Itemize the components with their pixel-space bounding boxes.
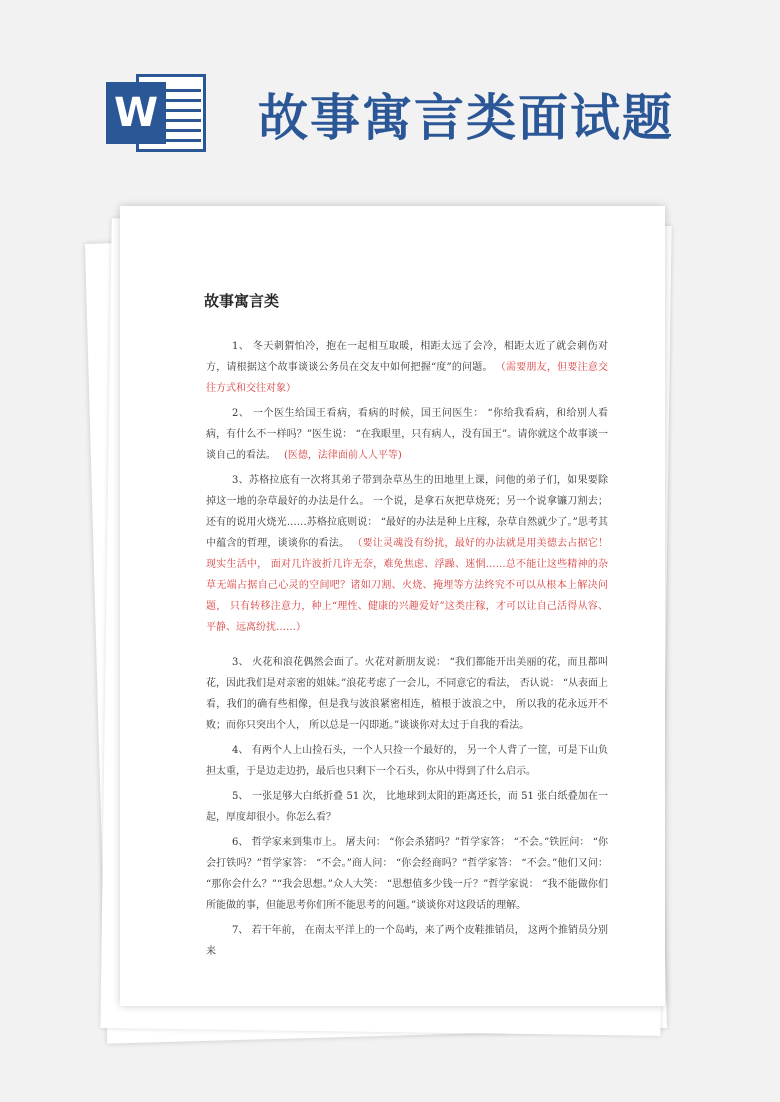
- question-text: 3、 火花和浪花偶然会面了。火花对新朋友说： “我们都能开出美丽的花，而且都叫花，因此我们是对亲密的姐妹。”浪花考虑了一会儿，不同意它的看法， 否认说： “从表面上看，我们的确有些相像，但是我与波浪紧密相连，植根于波浪之中， 所以我的花永远开不败；而你只突出个人， 所以总是一闪即逝。”谈谈你对太过于自我的看法。: [206, 657, 608, 731]
- question-text: 4、 有两个人上山捡石头，一个人只捡一个最好的， 另一个人背了一筐，可是下山负担太重，于是边走边扔，最后也只剩下一个石头，你从中得到了什么启示。: [206, 745, 608, 777]
- answer-hint: （需要朋友，但要注意交往方式和交往对象）: [206, 362, 608, 394]
- question-text: 6、 哲学家来到集市上。 屠夫问： “你会杀猪吗？”哲学家答： “不会。”铁匠问： “你会打铁吗？”哲学家答： “不会。”商人问： “你会经商吗？”哲学家答： “不会。”他们又问： “那你会什么？”“我会思想。”众人大笑： “思想值多少钱一斤？”哲学家说： “我不能做你们所能做的事，但能思考你们所不能思考的问题。”谈谈你对这段话的理解。: [206, 837, 608, 911]
- question-paragraph: [206, 336, 608, 399]
- question-text: 7、 若干年前， 在南太平洋上的一个岛屿，来了两个皮鞋推销员， 这两个推销员分别来: [206, 925, 608, 957]
- document-body: [206, 336, 608, 966]
- question-text: 5、 一张足够大白纸折叠 51 次， 比地球到太阳的距离还长，而 51 张白纸叠加在一起，厚度却很小。你怎么看？: [206, 791, 608, 823]
- answer-hint: （要让灵魂没有纷扰，最好的办法就是用美德去占据它！现实生活中， 面对几许波折几许无奈，难免焦虑、浮躁、迷惘……总不能让这些精神的杂草无端占据自己心灵的空间吧？诸如刀割、火烧、掩埋等方法终究不可以从根本上解决问题， 只有转移注意力，种上“理性、健康的兴趣爱好”这类庄稼，才可以让自己活得从容、平静、远离纷扰……）: [206, 538, 609, 633]
- main-title: 故事寓言类面试题: [258, 89, 674, 147]
- question-paragraph: [206, 652, 608, 736]
- document-page: [120, 206, 665, 1006]
- question-paragraph: [206, 470, 608, 638]
- word-icon: [106, 68, 210, 156]
- word-icon-letter: W: [106, 82, 166, 144]
- question-paragraph: [206, 920, 608, 962]
- question-paragraph: [206, 832, 608, 916]
- question-paragraph: [206, 403, 608, 466]
- question-paragraph: [206, 786, 608, 828]
- page-header: [0, 0, 780, 200]
- document-title: 故事寓言类: [204, 292, 280, 310]
- question-text: 1、 冬天刺猬怕冷，抱在一起相互取暖，相距太远了会冷，相距太近了就会刺伤对方，请根据这个故事谈谈公务员在交友中如何把握“度”的问题。: [206, 341, 608, 373]
- answer-hint: (医德，法律面前人人平等): [284, 450, 402, 461]
- question-paragraph: [206, 740, 608, 782]
- question-text: 3、苏格拉底有一次将其弟子带到杂草丛生的田地里上课，问他的弟子们，如果要除掉这一地的杂草最好的办法是什么。 一个说，是拿石灰把草烧死；另一个说拿镰刀割去； 还有的说用火烧光……苏格拉底则说： “最好的办法是种上庄稼，杂草自然就少了。”思考其中蕴含的哲理，谈谈你的看法。: [206, 475, 608, 549]
- question-text: 2、 一个医生给国王看病，看病的时候，国王问医生： “你给我看病，和给别人看病，有什么不一样吗？”医生说： “在我眼里，只有病人，没有国王”。请你就这个故事谈一谈自己的看法。: [206, 408, 608, 461]
